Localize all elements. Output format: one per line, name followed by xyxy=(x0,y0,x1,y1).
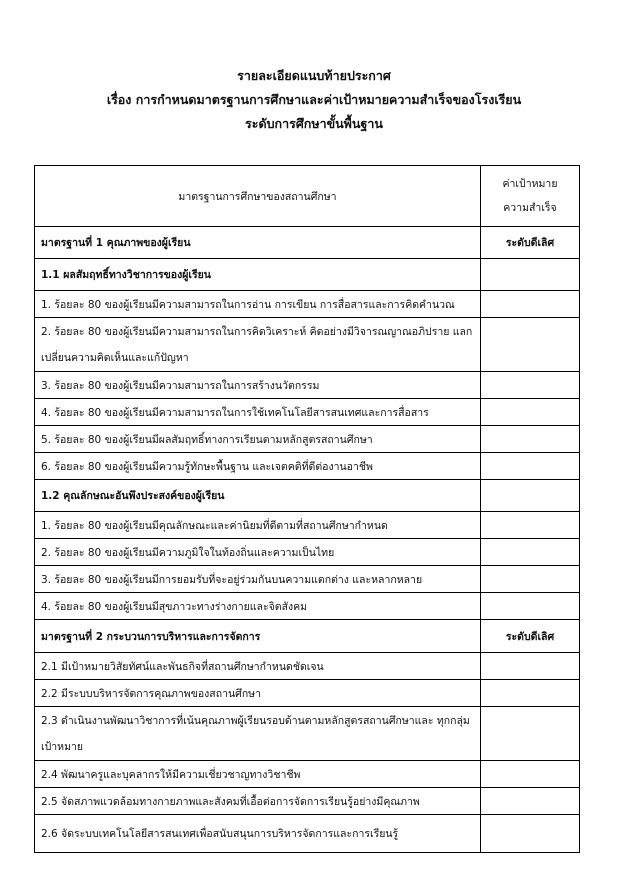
table-row xyxy=(35,788,580,815)
table-row xyxy=(35,593,580,620)
table-row xyxy=(35,372,580,399)
indicator-text: 3. ร้อยละ 80 ของผู้เรียนมีความสามารถในการสร้างนวัตกรรม xyxy=(35,372,481,399)
header-target xyxy=(481,166,580,227)
subsection-1-2-label: 1.2 คุณลักษณะอันพึงประสงค์ของผู้เรียน xyxy=(35,480,481,512)
target-cell xyxy=(481,399,580,426)
table-row xyxy=(35,318,580,372)
title-line-1: รายละเอียดแนบท้ายประกาศ xyxy=(237,68,391,83)
standard-row xyxy=(35,620,580,653)
indicator-text: 3. ร้อยละ 80 ของผู้เรียนมีการยอมรับที่จะอยู่ร่วมกันบนความแตกต่าง และหลากหลาย xyxy=(35,566,481,593)
target-cell xyxy=(481,512,580,539)
table-row xyxy=(35,815,580,853)
table-row xyxy=(35,680,580,707)
target-cell xyxy=(481,372,580,399)
table-row xyxy=(35,761,580,788)
indicator-text: 2. ร้อยละ 80 ของผู้เรียนมีความภูมิใจในท้องถิ่นและความเป็นไทย xyxy=(35,539,481,566)
indicator-text: 2.5 จัดสภาพแวดล้อมทางกายภาพและสังคมที่เอื้อต่อการจัดการเรียนรู้อย่างมีคุณภาพ xyxy=(35,788,481,815)
indicator-text: 2.1 มีเป้าหมายวิสัยทัศน์และพันธกิจที่สถานศึกษากำหนดชัดเจน xyxy=(35,653,481,680)
indicator-text: 1. ร้อยละ 80 ของผู้เรียนมีคุณลักษณะและค่านิยมที่ดีตามที่สถานศึกษากำหนด xyxy=(35,512,481,539)
indicator-text: 1. ร้อยละ 80 ของผู้เรียนมีความสามารถในการอ่าน การเขียน การสื่อสารและการคิดคำนวณ xyxy=(35,291,481,318)
target-cell xyxy=(481,539,580,566)
table-row xyxy=(35,291,580,318)
subsection-1-1-label: 1.1 ผลสัมฤทธิ์ทางวิชาการของผู้เรียน xyxy=(35,259,481,291)
table-row xyxy=(35,512,580,539)
target-cell xyxy=(481,318,580,372)
standard-row xyxy=(35,227,580,259)
target-cell xyxy=(481,480,580,512)
header-target-line2: ความสำเร็จ xyxy=(503,202,557,214)
table-row xyxy=(35,653,580,680)
standards-table xyxy=(34,165,580,853)
header-standards: มาตรฐานการศึกษาของสถานศึกษา xyxy=(35,166,481,227)
table-row xyxy=(35,399,580,426)
standard-1-target: ระดับดีเลิศ xyxy=(481,227,580,259)
indicator-text: 2. ร้อยละ 80 ของผู้เรียนมีความสามารถในการคิดวิเคราะห์ คิดอย่างมีวิจารณญาณอภิปราย แลกเปลี่ยนความคิดเห็นและแก้ปัญหา xyxy=(35,318,481,372)
table-row xyxy=(35,566,580,593)
target-cell xyxy=(481,788,580,815)
table-row xyxy=(35,453,580,480)
indicator-text: 2.6 จัดระบบเทคโนโลยีสารสนเทศเพื่อสนับสนุนการบริหารจัดการและการเรียนรู้ xyxy=(35,815,481,853)
target-cell xyxy=(481,593,580,620)
target-cell xyxy=(481,566,580,593)
indicator-text: 6. ร้อยละ 80 ของผู้เรียนมีความรู้ทักษะพื้นฐาน และเจตคติที่ดีต่องานอาชีพ xyxy=(35,453,481,480)
indicator-text: 2.3 ดำเนินงานพัฒนาวิชาการที่เน้นคุณภาพผู้เรียนรอบด้านตามหลักสูตรสถานศึกษาและ ทุกกลุ่มเป้าหมาย xyxy=(35,707,481,761)
document-title xyxy=(0,64,628,136)
standard-2-target: ระดับดีเลิศ xyxy=(481,620,580,653)
target-cell xyxy=(481,426,580,453)
target-cell xyxy=(481,259,580,291)
indicator-text: 2.2 มีระบบบริหารจัดการคุณภาพของสถานศึกษา xyxy=(35,680,481,707)
target-cell xyxy=(481,291,580,318)
table-row xyxy=(35,539,580,566)
target-cell xyxy=(481,653,580,680)
subsection-row xyxy=(35,480,580,512)
target-cell xyxy=(481,453,580,480)
standard-2-label: มาตรฐานที่ 2 กระบวนการบริหารและการจัดการ xyxy=(35,620,481,653)
indicator-text: 4. ร้อยละ 80 ของผู้เรียนมีความสามารถในการใช้เทคโนโลยีสารสนเทศและการสื่อสาร xyxy=(35,399,481,426)
indicator-text: 5. ร้อยละ 80 ของผู้เรียนมีผลสัมฤทธิ์ทางการเรียนตามหลักสูตรสถานศึกษา xyxy=(35,426,481,453)
table-header-row xyxy=(35,166,580,227)
indicator-text: 4. ร้อยละ 80 ของผู้เรียนมีสุขภาวะทางร่างกายและจิตสังคม xyxy=(35,593,481,620)
table-row xyxy=(35,707,580,761)
header-target-line1: ค่าเป้าหมาย xyxy=(502,178,558,190)
standard-1-label: มาตรฐานที่ 1 คุณภาพของผู้เรียน xyxy=(35,227,481,259)
target-cell xyxy=(481,707,580,761)
target-cell xyxy=(481,761,580,788)
target-cell xyxy=(481,680,580,707)
title-line-3: ระดับการศึกษาขั้นพื้นฐาน xyxy=(245,116,383,131)
title-line-2: เรื่อง การกำหนดมาตรฐานการศึกษาและค่าเป้าหมายความสำเร็จของโรงเรียน xyxy=(106,92,522,107)
table-row xyxy=(35,426,580,453)
subsection-row xyxy=(35,259,580,291)
target-cell xyxy=(481,815,580,853)
indicator-text: 2.4 พัฒนาครูและบุคลากรให้มีความเชี่ยวชาญทางวิชาชีพ xyxy=(35,761,481,788)
